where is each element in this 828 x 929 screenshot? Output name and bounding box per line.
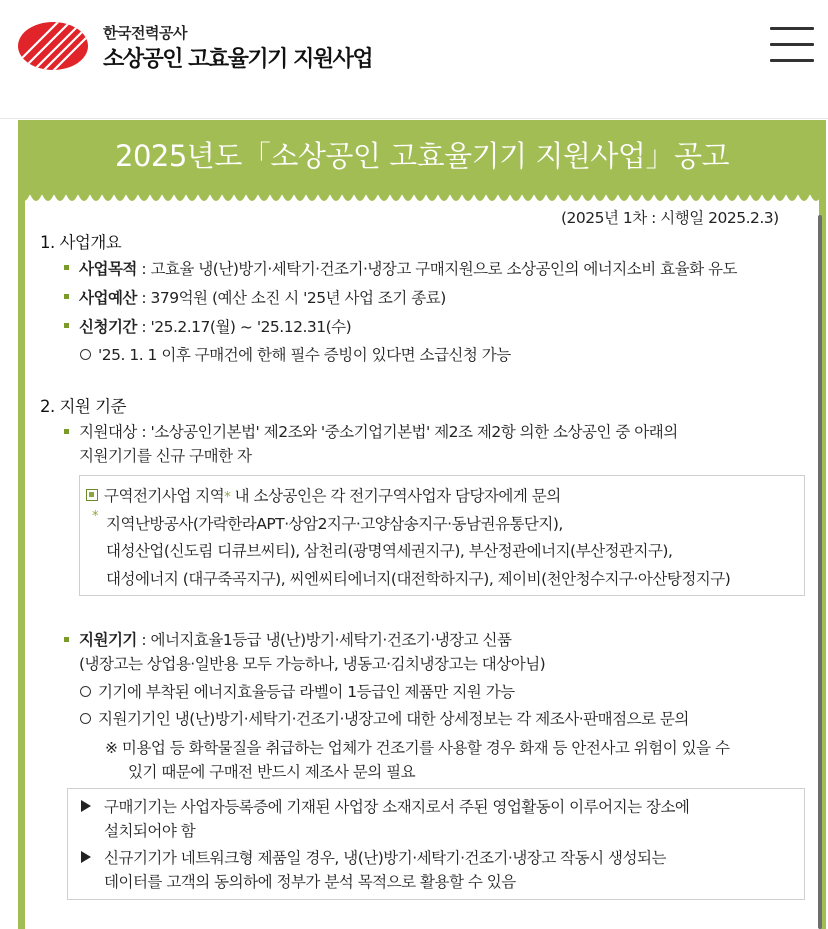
- section-heading: 2. 지원 기준: [40, 397, 126, 416]
- section-heading: 1. 사업개요: [40, 233, 122, 252]
- retroactive-note: '25. 1. 1 이후 구매건에 한해 필수 증빙이 있다면 소급신청 가능: [98, 346, 511, 364]
- bullet-icon: [64, 294, 69, 299]
- notice-content: [25, 120, 819, 929]
- data-usage-condition: 신규기기가 네트워크형 제품일 경우, 냉(난)방기·세탁기·건조기·냉장고 작동시 생성되는: [104, 849, 666, 867]
- arrow-right-icon: [81, 800, 91, 812]
- installation-notice-box: [67, 788, 805, 900]
- warning-note: ※ 미용업 등 화학물질을 취급하는 업체가 건조기를 사용할 경우 화재 등 안전사고 위험이 있을 수: [105, 739, 730, 757]
- installation-condition-cont: 설치되어야 함: [104, 822, 196, 840]
- date-note: (2025년 1차 : 시행일 2025.2.3): [561, 209, 779, 227]
- label-condition: 기기에 부착된 에너지효율등급 라벨이 1등급인 제품만 지원 가능: [98, 683, 515, 701]
- project-name[interactable]: 소상공인 고효율기기 지원사업: [103, 47, 373, 72]
- site-header: [0, 0, 828, 120]
- zone-notice-box: [79, 475, 805, 596]
- device-note: (냉장고는 상업용·일반용 모두 가능하나, 냉동고·김치냉장고는 대상아님): [79, 655, 546, 673]
- kepco-logo[interactable]: [16, 20, 94, 72]
- bullet-icon: [64, 637, 69, 642]
- data-usage-condition-cont: 데이터를 고객의 동의하에 정부가 분석 목적으로 활용할 수 있음: [104, 873, 516, 891]
- square-marker-icon: [86, 489, 98, 501]
- footnote-star: *: [92, 509, 98, 524]
- warning-note-cont: 있기 때문에 구매전 반드시 제조사 문의 필요: [128, 763, 416, 781]
- overview-item: 신청기간 : '25.2.17(월) ~ '25.12.31(수): [79, 318, 352, 336]
- support-target: 지원대상 : '소상공인기본법' 제2조와 '중소기업기본법' 제2조 제2항 의한 소상공인 중 아래의: [79, 423, 678, 441]
- arrow-right-icon: [81, 851, 91, 863]
- device-inquiry: 지원기기인 냉(난)방기·세탁기·건조기·냉장고에 대한 상세정보는 각 제조사·판매점으로 문의: [98, 710, 689, 728]
- overview-item: 사업목적 : 고효율 냉(난)방기·세탁기·건조기·냉장고 구매지원으로 소상공인의 에너지소비 효율화 유도: [79, 260, 737, 278]
- header-divider: [0, 118, 828, 119]
- org-name: 한국전력공사: [103, 24, 187, 42]
- overview-item: 사업예산 : 379억원 (예산 소진 시 '25년 사업 조기 종료): [79, 289, 446, 307]
- notice-panel: [18, 120, 826, 929]
- bullet-icon: [64, 429, 69, 434]
- notice-title: 2025년도「소상공인 고효율기기 지원사업」공고: [115, 139, 729, 173]
- support-target-cont: 지원기기를 신규 구매한 자: [79, 447, 252, 465]
- circle-bullet-icon: [80, 349, 91, 360]
- zone-list-line: 지역난방공사(가락한라APT·상암2지구·고양삼송지구·동남권유통단지),: [106, 515, 563, 533]
- scrollbar[interactable]: [818, 215, 822, 929]
- hamburger-menu-icon[interactable]: [770, 26, 814, 64]
- zone-list-line: 대성산업(신도림 디큐브씨티), 삼천리(광명역세권지구), 부산정관에너지(부산정관지구),: [106, 542, 673, 560]
- zone-list-line: 대성에너지 (대구죽곡지구), 씨엔씨티에너지(대전학하지구), 제이비(천안청수지구·아산탕정지구): [106, 570, 731, 588]
- circle-bullet-icon: [80, 686, 91, 697]
- bullet-icon: [64, 265, 69, 270]
- zone-notice-line: 구역전기사업 지역* 내 소상공인은 각 전기구역사업자 담당자에게 문의: [104, 487, 561, 505]
- installation-condition: 구매기기는 사업자등록증에 기재된 사업장 소재지로서 주된 영업활동이 이루어지는 장소에: [104, 798, 690, 816]
- bullet-icon: [64, 323, 69, 328]
- circle-bullet-icon: [80, 713, 91, 724]
- support-devices: 지원기기 : 에너지효율1등급 냉(난)방기·세탁기·건조기·냉장고 신품: [79, 631, 512, 649]
